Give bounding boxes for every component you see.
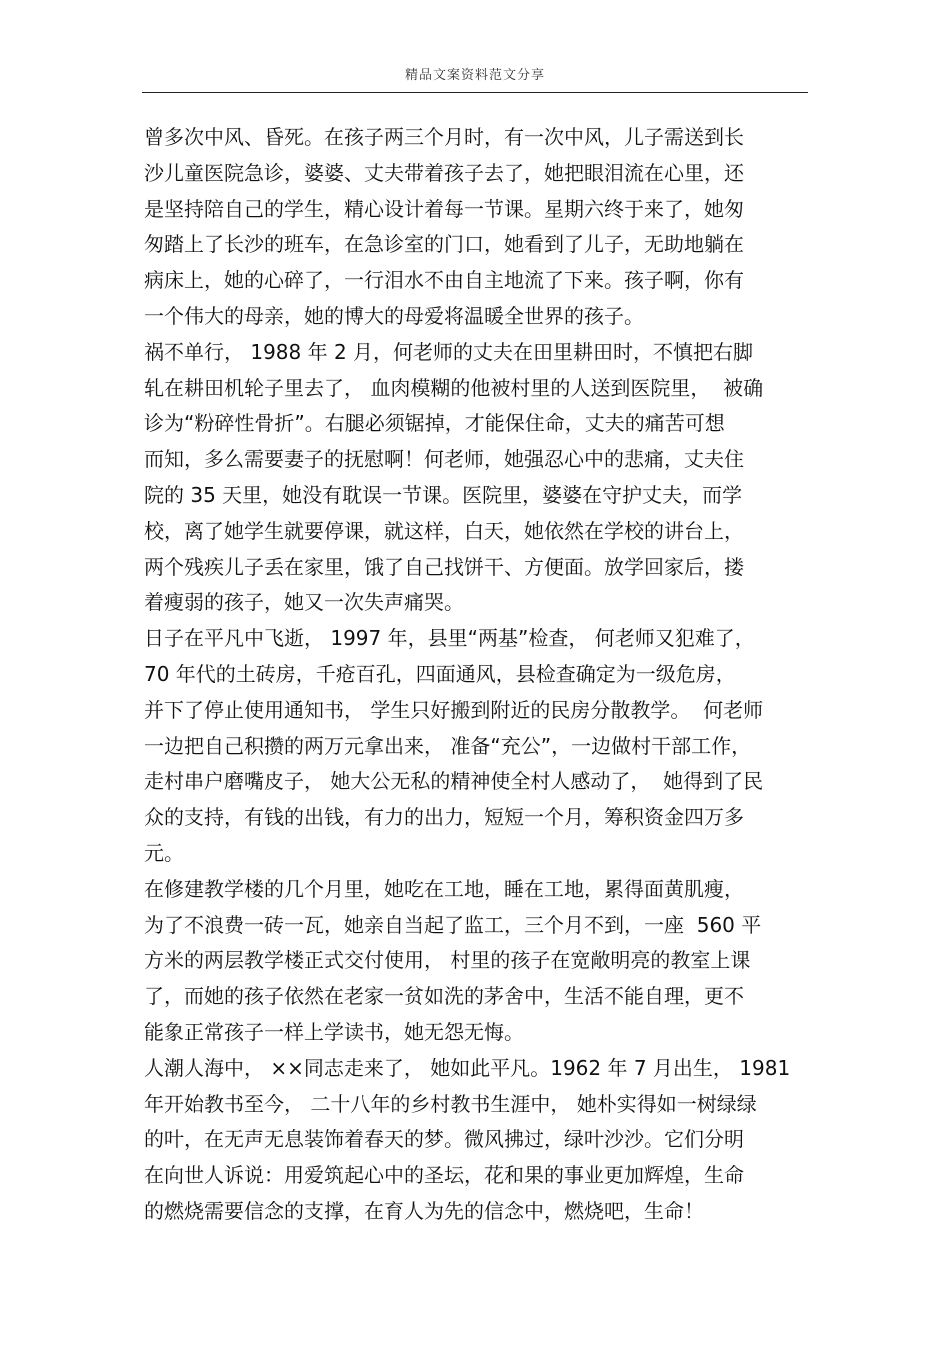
text-line: 而知，多么需要妻子的抚慰啊！何老师，她强忍心中的悲痛，丈夫住	[144, 447, 744, 472]
text-line: 两个残疾儿子丢在家里，饿了自己找饼干、方便面。放学回家后，搂	[144, 554, 744, 579]
text-line: 在修建教学楼的几个月里，她吃在工地，睡在工地，累得面黄肌瘦，	[144, 876, 744, 901]
text-line: 在向世人诉说：用爱筑起心中的圣坛，花和果的事业更加辉煌，生命	[144, 1163, 744, 1188]
text-line: 是坚持陪自己的学生，精心设计着每一节课。星期六终于来了，她匆	[144, 196, 744, 221]
text-line: 众的支持，有钱的出钱，有力的出力，短短一个月，筹积资金四万多	[144, 805, 744, 830]
text-line: 元。	[144, 840, 184, 865]
page-header-title: 精品文案资料范文分享	[404, 68, 545, 83]
text-line: 方米的两层教学楼正式交付使用， 村里的孩子在宽敞明亮的教室上课	[144, 948, 751, 973]
text-line: 了，而她的孩子依然在老家一贫如洗的茅舍中，生活不能自理，更不	[144, 984, 744, 1009]
text-line: 能象正常孩子一样上学读书，她无怨无悔。	[144, 1019, 524, 1044]
text-line: 并下了停止使用通知书， 学生只好搬到附近的民房分散教学。 何老师	[144, 697, 764, 722]
text-line: 人潮人海中， ××同志走来了， 她如此平凡。1962 年 7 月出生， 1981	[144, 1055, 791, 1080]
text-line: 一边把自己积攒的两万元拿出来， 准备“充公”，一边做村干部工作，	[144, 733, 752, 758]
text-line: 病床上，她的心碎了，一行泪水不由自主地流了下来。孩子啊，你有	[144, 268, 744, 293]
text-line: 走村串户磨嘴皮子， 她大公无私的精神使全村人感动了， 她得到了民	[144, 769, 764, 794]
text-line: 的叶，在无声无息装饰着春天的梦。微风拂过，绿叶沙沙。它们分明	[144, 1127, 744, 1152]
text-line: 沙儿童医院急诊，婆婆、丈夫带着孩子去了，她把眼泪流在心里，还	[144, 160, 744, 185]
text-line: 匆踏上了长沙的班车，在急诊室的门口，她看到了儿子，无助地躺在	[144, 232, 744, 257]
text-line: 70 年代的土砖房，千疮百孔，四面通风，县检查确定为一级危房，	[144, 661, 736, 686]
text-line: 院的 35 天里，她没有耽误一节课。医院里，婆婆在守护丈夫，而学	[144, 482, 743, 507]
body-text	[144, 120, 812, 1230]
text-line: 轧在耕田机轮子里去了， 血肉模糊的他被村里的人送到医院里， 被确	[144, 375, 764, 400]
text-line: 年开始教书至今， 二十八年的乡村教书生涯中， 她朴实得如一树绿绿	[144, 1091, 757, 1116]
text-line: 的燃烧需要信念的支撑，在育人为先的信念中，燃烧吧，生命！	[144, 1198, 704, 1223]
text-line: 为了不浪费一砖一瓦，她亲自当起了监工，三个月不到，一座 560 平	[144, 912, 762, 937]
text-line: 校，离了她学生就要停课，就这样，白天，她依然在学校的讲台上，	[144, 518, 744, 543]
text-line: 诊为“粉碎性骨折”。右腿必须锯掉，才能保住命，丈夫的痛苦可想	[144, 411, 725, 436]
header-divider	[142, 92, 808, 93]
text-line: 一个伟大的母亲，她的博大的母爱将温暖全世界的孩子。	[144, 303, 644, 328]
text-line: 日子在平凡中飞逝， 1997 年，县里“两基”检查， 何老师又犯难了，	[144, 626, 755, 651]
text-line: 着瘦弱的孩子，她又一次失声痛哭。	[144, 590, 464, 615]
text-line: 祸不单行， 1988 年 2 月，何老师的丈夫在田里耕田时，不慎把右脚	[144, 339, 754, 364]
text-line: 曾多次中风、昏死。在孩子两三个月时，有一次中风，儿子需送到长	[144, 125, 744, 149]
